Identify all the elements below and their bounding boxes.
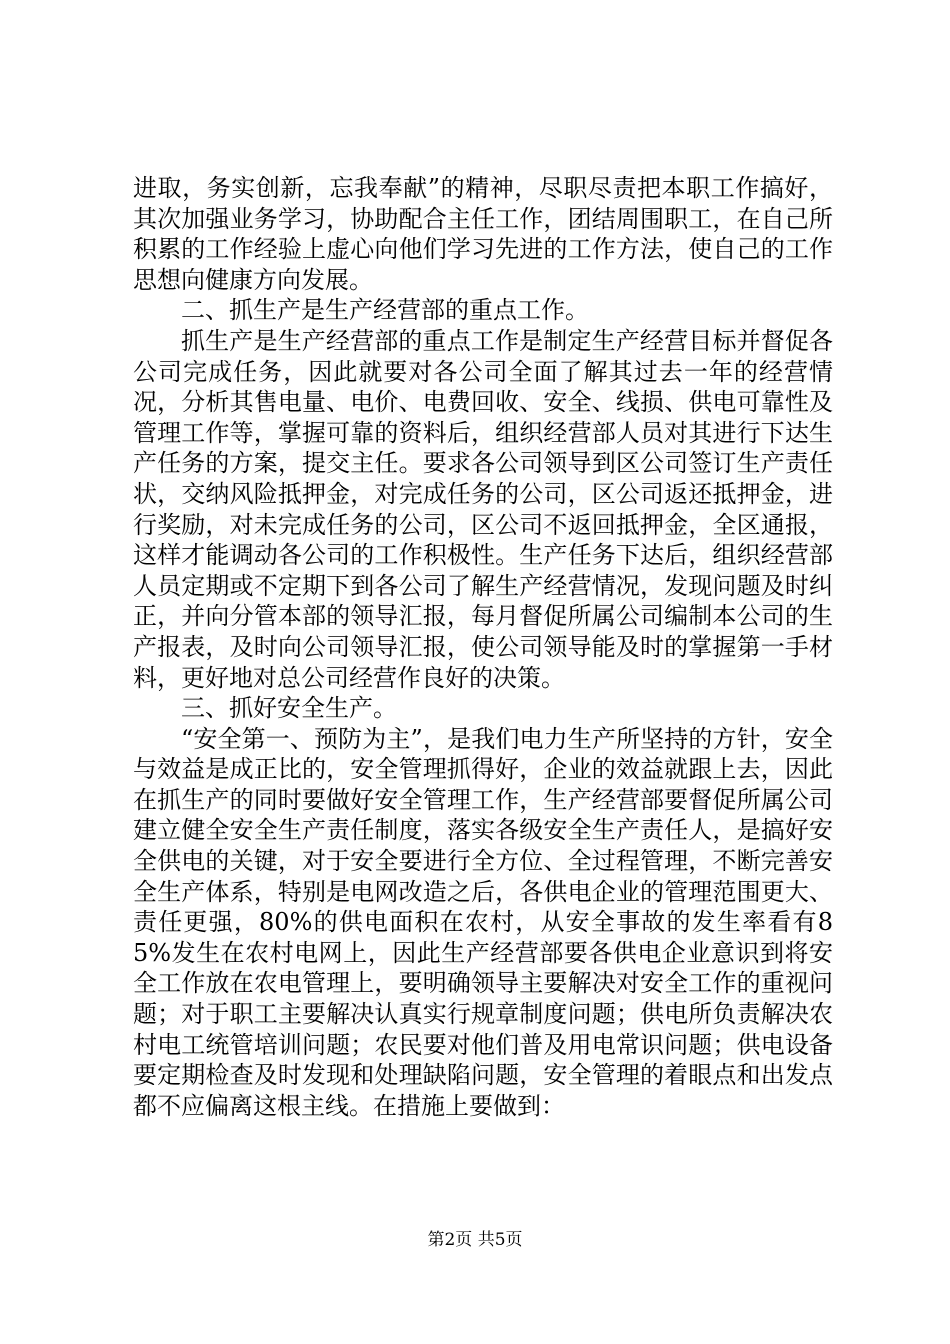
paragraph-safety: “安全第一、预防为主”，是我们电力生产所坚持的方针，安全与效益是成正比的，安全管理抓得好，企业的效益就跟上去，因此在抓生产的同时要做好安全管理工作，生产经营部要督促所属公司建立健全安全生产责任制度，落实各级安全生产责任人，是搞好安全供电的关键，对于安全要进行全方位、全过程管理，不断完善安全生产体系，特别是电网改造之后，各供电企业的管理范围更大、责任更强，80%的供电面积在农村，从安全事故的发生率看有85%发生在农村电网上，因此生产经营部要各供电企业意识到将安全工作放在农电管理上，要明确领导主要解决对安全工作的重视问题；对于职工主要解决认真实行规章制度问题；供电所负责解决农村电工统管培训问题；农民要对他们普及用电常识问题；供电设备要定期检查及时发现和处理缺陷问题，安全管理的着眼点和出发点都不应偏离这根主线。在措施上要做到： — [133, 724, 833, 1120]
page-number-footer: 第2页 共5页 — [427, 1230, 523, 1250]
section-heading-safety: 三、抓好安全生产。 — [181, 694, 397, 723]
document-body — [133, 173, 833, 1121]
paragraph-production: 抓生产是生产经营部的重点工作是制定生产经营目标并督促各公司完成任务，因此就要对各公司全面了解其过去一年的经营情况，分析其售电量、电价、电费回收、安全、线损、供电可靠性及管理工作等，掌握可靠的资料后，组织经营部人员对其进行下达生产任务的方案，提交主任。要求各公司领导到区公司签订生产责任状，交纳风险抵押金，对完成任务的公司，区公司返还抵押金，进行奖励，对未完成任务的公司，区公司不返回抵押金，全区通报，这样才能调动各公司的工作积极性。生产任务下达后，组织经营部人员定期或不定期下到各公司了解生产经营情况，发现问题及时纠正，并向分管本部的领导汇报，每月督促所属公司编制本公司的生产报表，及时向公司领导汇报，使公司领导能及时的掌握第一手材料，更好地对总公司经营作良好的决策。 — [133, 326, 833, 692]
section-heading-production: 二、抓生产是生产经营部的重点工作。 — [181, 296, 589, 325]
paragraph-continuation: 进取，务实创新，忘我奉献”的精神，尽职尽责把本职工作搞好，其次加强业务学习，协助配合主任工作，团结周围职工，在自己所积累的工作经验上虚心向他们学习先进的工作方法，使自己的工作思想向健康方向发展。 — [133, 174, 833, 294]
